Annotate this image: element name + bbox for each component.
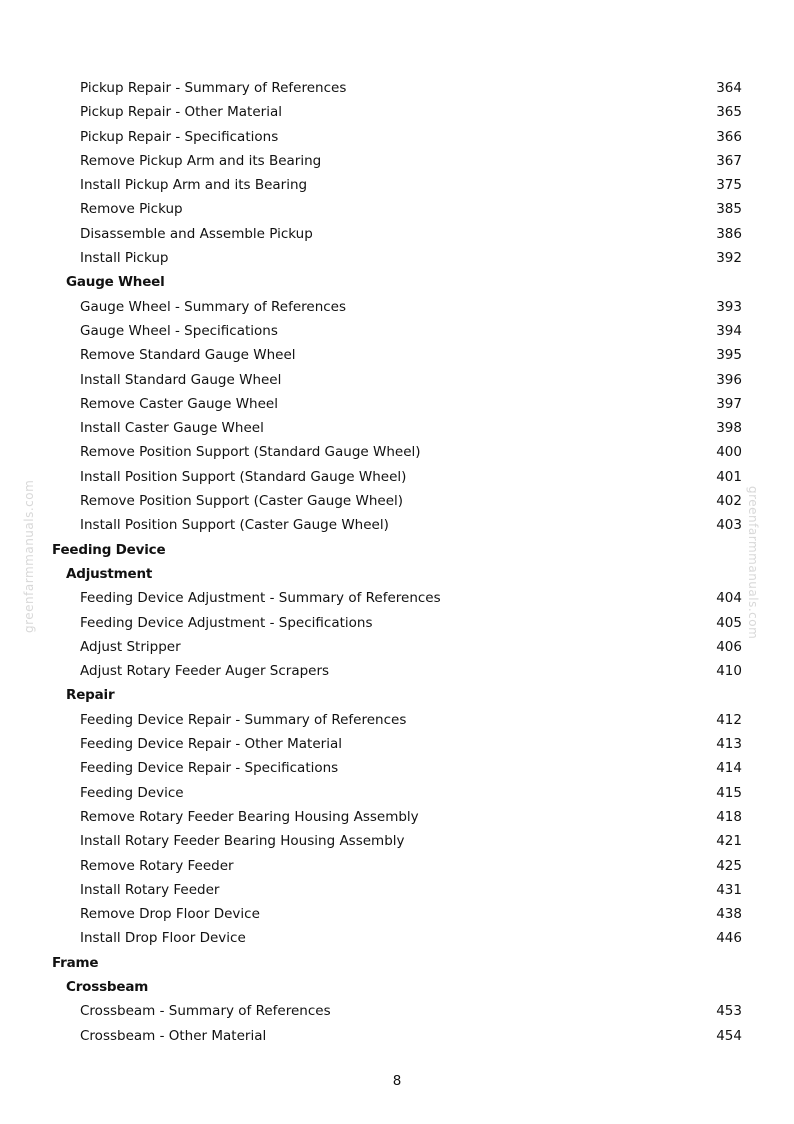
toc-entry[interactable] [0,878,794,902]
toc-section-heading [0,270,794,294]
toc-entry[interactable] [0,489,794,513]
toc-entry-page-number: 421 [716,833,742,850]
toc-entry[interactable] [0,440,794,464]
toc-entry-title: Repair [66,687,115,704]
toc-entry-title: Crossbeam - Summary of References [80,1003,331,1020]
toc-entry-title: Adjustment [66,565,153,582]
toc-entry[interactable] [0,222,794,246]
toc-entry[interactable] [0,368,794,392]
toc-entry-page-number: 418 [716,808,742,825]
toc-entry[interactable] [0,465,794,489]
toc-entry[interactable] [0,392,794,416]
toc-entry-title: Install Pickup [80,250,169,267]
toc-entry[interactable] [0,343,794,367]
watermark-right: greenfarmmanuals.com [746,486,760,640]
toc-entry[interactable] [0,173,794,197]
toc-entry[interactable] [0,781,794,805]
toc-entry-page-number: 396 [716,371,742,388]
toc-entry-page-number: 402 [716,493,742,510]
toc-entry[interactable] [0,708,794,732]
toc-entry[interactable] [0,416,794,440]
toc-entry-page-number: 397 [716,395,742,412]
toc-entry-title: Pickup Repair - Specifications [80,128,279,145]
toc-entry[interactable] [0,999,794,1023]
toc-entry-page-number: 385 [716,201,742,218]
toc-entry[interactable] [0,854,794,878]
toc-entry[interactable] [0,1024,794,1048]
toc-entry-page-number: 404 [716,590,742,607]
toc-entry-title: Feeding Device Adjustment - Specifications [80,614,373,631]
toc-entry-page-number: 410 [716,663,742,680]
toc-entry-page-number: 386 [716,225,742,242]
toc-entry-page-number: 400 [716,444,742,461]
toc-entry[interactable] [0,100,794,124]
toc-entry[interactable] [0,635,794,659]
toc-section-heading [0,538,794,562]
toc-entry-page-number: 438 [716,906,742,923]
toc-entry-title: Install Pickup Arm and its Bearing [80,177,308,194]
toc-entry-page-number: 425 [716,857,742,874]
toc-entry[interactable] [0,295,794,319]
toc-entry-page-number: 367 [716,152,742,169]
toc-entry[interactable] [0,319,794,343]
toc-entry-title: Pickup Repair - Summary of References [80,80,347,96]
toc-entry-title: Install Position Support (Caster Gauge Wheel) [80,517,389,534]
toc-entry-title: Remove Drop Floor Device [80,906,260,923]
toc-entry[interactable] [0,732,794,756]
toc-entry-page-number: 453 [716,1003,742,1020]
toc-entry-title: Gauge Wheel - Summary of References [80,298,347,315]
toc-entry[interactable] [0,902,794,926]
toc-entry-title: Install Position Support (Standard Gauge Wheel) [80,468,407,485]
toc-entry-page-number: 405 [716,614,742,631]
toc-entry[interactable] [0,805,794,829]
toc-entry-page-number: 431 [716,881,742,898]
toc-entry-title: Feeding Device Repair - Other Material [80,736,342,753]
toc-entry-title: Feeding Device Adjustment - Summary of References [80,590,441,607]
toc-entry-page-number: 398 [716,420,742,437]
toc-entry-title: Feeding Device Repair - Summary of References [80,711,407,728]
toc-entry-title: Remove Caster Gauge Wheel [80,395,278,412]
toc-entry-title: Gauge Wheel - Specifications [80,322,278,339]
toc-entry[interactable] [0,197,794,221]
toc-entry-page-number: 366 [716,128,742,145]
toc-entry[interactable] [0,586,794,610]
toc-entry-page-number: 414 [716,760,742,777]
toc-entry-page-number: 392 [716,250,742,267]
toc-entry-title: Remove Pickup Arm and its Bearing [80,152,322,169]
toc-entry[interactable] [0,659,794,683]
toc-entry-title: Remove Position Support (Caster Gauge Wheel) [80,493,404,510]
toc-section-heading [0,562,794,586]
toc-entry-title: Remove Position Support (Standard Gauge Wheel) [80,444,421,461]
toc-entry-title: Install Rotary Feeder [80,881,220,898]
toc-entry-title: Remove Standard Gauge Wheel [80,347,296,364]
toc-entry[interactable] [0,125,794,149]
table-of-contents [0,76,794,1048]
toc-entry-title: Crossbeam - Other Material [80,1027,267,1044]
toc-entry-title: Install Rotary Feeder Bearing Housing Assembly [80,833,405,850]
toc-entry-page-number: 364 [716,80,742,96]
toc-entry-title: Pickup Repair - Other Material [80,104,282,121]
toc-entry-title: Adjust Stripper [80,638,181,655]
toc-entry-title: Install Standard Gauge Wheel [80,371,282,388]
toc-entry[interactable] [0,926,794,950]
toc-section-heading [0,951,794,975]
toc-entry-title: Gauge Wheel [66,274,165,291]
toc-entry-page-number: 395 [716,347,742,364]
toc-entry-page-number: 375 [716,177,742,194]
toc-entry[interactable] [0,76,794,100]
toc-entry[interactable] [0,756,794,780]
toc-entry[interactable] [0,246,794,270]
toc-entry[interactable] [0,611,794,635]
toc-entry-page-number: 454 [716,1027,742,1044]
toc-entry-page-number: 401 [716,468,742,485]
toc-entry[interactable] [0,829,794,853]
toc-entry-title: Feeding Device Repair - Specifications [80,760,339,777]
toc-entry-title: Install Caster Gauge Wheel [80,420,264,437]
toc-entry-page-number: 413 [716,736,742,753]
toc-entry-page-number: 446 [716,930,742,947]
toc-section-heading [0,975,794,999]
toc-entry-page-number: 415 [716,784,742,801]
toc-entry-page-number: 365 [716,104,742,121]
toc-section-heading [0,683,794,707]
toc-entry-title: Install Drop Floor Device [80,930,246,947]
toc-entry-title: Crossbeam [66,978,149,995]
toc-entry-title: Remove Pickup [80,201,183,218]
toc-entry-page-number: 394 [716,322,742,339]
page-number: 8 [392,1073,402,1089]
watermark-left: greenfarmmanuals.com [22,479,36,633]
toc-entry-title: Remove Rotary Feeder Bearing Housing Assembly [80,808,419,825]
toc-entry[interactable] [0,149,794,173]
toc-entry-title: Adjust Rotary Feeder Auger Scrapers [80,663,330,680]
toc-entry-title: Disassemble and Assemble Pickup [80,225,313,242]
toc-entry-page-number: 406 [716,638,742,655]
toc-entry[interactable] [0,513,794,537]
toc-entry-page-number: 412 [716,711,742,728]
toc-entry-title: Remove Rotary Feeder [80,857,234,874]
toc-entry-page-number: 403 [716,517,742,534]
toc-entry-title: Feeding Device [80,784,184,801]
toc-entry-page-number: 393 [716,298,742,315]
toc-entry-title: Frame [52,954,99,971]
toc-entry-title: Feeding Device [52,541,166,558]
